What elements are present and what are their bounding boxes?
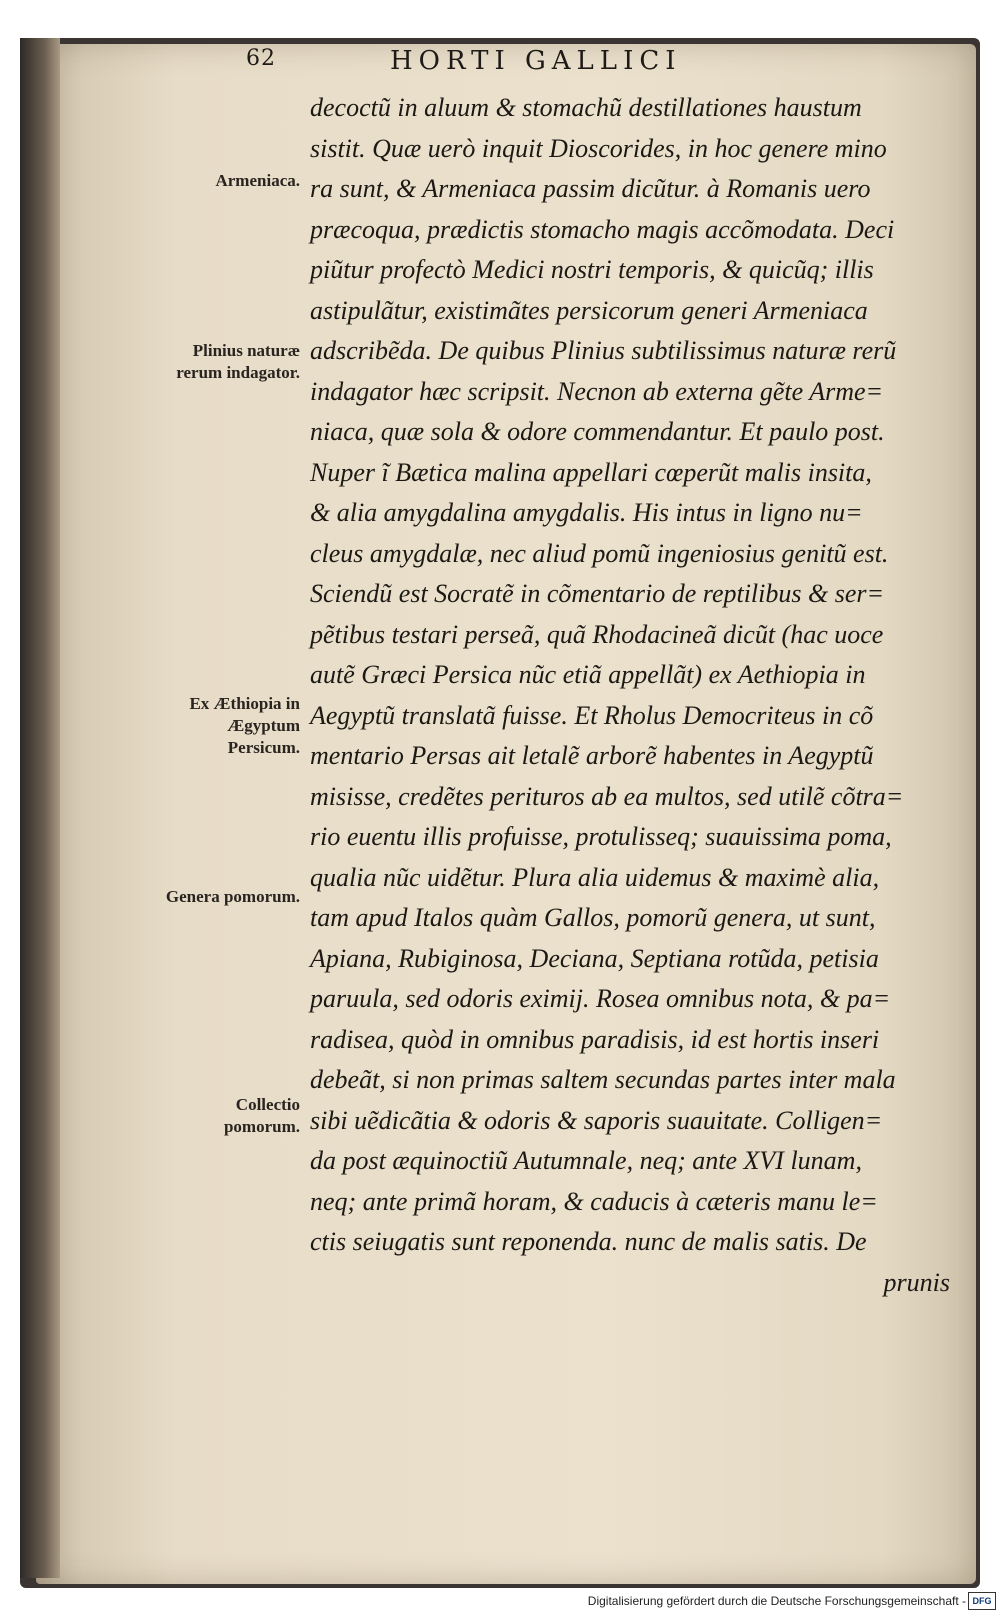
marginal-note: Ex Æthiopia in Ægyptum Persicum. <box>189 694 300 757</box>
text-line: piũtur profectò Medici nostri temporis, & quicũq; illis <box>310 255 874 284</box>
text-line: neq; ante primã horam, & caducis à cæteris manu le= <box>310 1186 878 1216</box>
text-line: paruula, sed odoris eximij. Rosea omnibus nota, & pa= <box>310 984 891 1013</box>
marginal-note: Plinius naturæ rerum indagator. <box>176 341 300 382</box>
page-number: 62 <box>246 46 276 71</box>
text-line: autẽ Græci Persica nũc etiã appellãt) ex Aethiopia in <box>310 660 866 689</box>
text-line: mentario Persas ait letalẽ arborẽ habentes in Aegyptũ <box>310 741 874 770</box>
funding-credit: Digitalisierung gefördert durch die Deutsche Forschungsgemeinschaft - <box>587 1594 966 1608</box>
text-line: ctis seiugatis sunt reponenda. nunc de malis satis. De <box>310 1227 867 1256</box>
text-line: qualia nũc uidẽtur. Plura alia uidemus & maximè alia, <box>310 862 880 892</box>
text-line: sibi uẽdicãtia & odoris & saporis suauitate. Colligen= <box>310 1105 883 1135</box>
text-line: pẽtibus testari perseã, quã Rhodacineã dicũt (hac uoce <box>310 619 884 649</box>
text-line: Nuper ĩ Bætica malina appellari cœperũt malis insita, <box>310 457 872 487</box>
text-line: Sciendũ est Socratẽ in cõmentario de reptilibus & ser= <box>310 579 885 608</box>
body-text <box>310 88 960 1303</box>
text-line: Aegyptũ translatã fuisse. Et Rholus Democriteus in cõ <box>310 700 874 730</box>
text-line: decoctũ in aluum & stomachũ destillationes haustum <box>310 93 862 122</box>
text-line: niaca, quæ sola & odore commendantur. Et paulo post. <box>310 417 885 446</box>
dfg-logo: DFG <box>968 1592 996 1610</box>
text-line: cleus amygdalæ, nec aliud pomũ ingeniosius genitũ est. <box>310 538 889 568</box>
text-line: tam apud Italos quàm Gallos, pomorũ genera, ut sunt, <box>310 903 876 932</box>
page-edge <box>20 38 60 1578</box>
footer-bar <box>0 1588 1000 1614</box>
text-line: astipulãtur, existimãtes persicorum generi Armeniaca <box>310 295 868 325</box>
marginal-note: Armeniaca. <box>215 171 300 190</box>
catchword: prunis <box>883 1267 950 1297</box>
text-line: præcoqua, prædictis stomacho magis accõmodata. Deci <box>310 214 895 244</box>
text-line: da post æquinoctiũ Autumnale, neq; ante XVI lunam, <box>310 1146 862 1175</box>
running-head <box>0 46 1000 86</box>
text-line: adscribẽda. De quibus Plinius subtilissimus naturæ rerũ <box>310 336 897 365</box>
marginal-note: Genera pomorum. <box>165 887 300 906</box>
running-title: HORTI GALLICI <box>390 46 682 76</box>
text-line: radisea, quòd in omnibus paradisis, id est hortis inseri <box>310 1024 880 1054</box>
text-line: indagator hæc scripsit. Necnon ab externa gẽte Arme= <box>310 376 884 406</box>
text-line: & alia amygdalina amygdalis. His intus in ligno nu= <box>310 498 863 527</box>
text-line: rio euentu illis profuisse, protulisseq; suauissima poma, <box>310 822 892 851</box>
text-line: misisse, credẽtes perituros ab ea multos, sed utilẽ cõtra= <box>310 781 904 811</box>
text-line: debeãt, si non primas saltem secundas partes inter mala <box>310 1065 896 1094</box>
text-line: ra sunt, & Armeniaca passim dicũtur. à Romanis uero <box>310 174 871 203</box>
text-line: Apiana, Rubiginosa, Deciana, Septiana rotũda, petisia <box>310 943 879 973</box>
marginal-note: Collectio pomorum. <box>223 1095 300 1136</box>
text-line: sistit. Quæ uerò inquit Dioscorides, in hoc genere mino <box>310 133 887 163</box>
